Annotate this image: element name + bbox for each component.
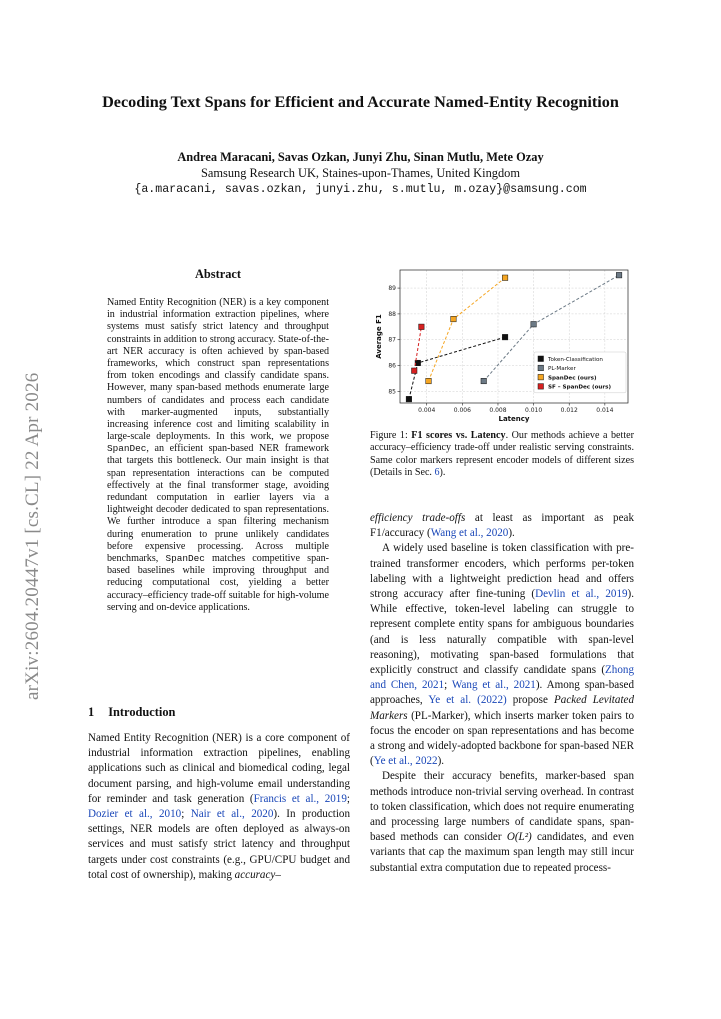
data-point bbox=[406, 396, 412, 402]
f1-latency-chart bbox=[366, 262, 636, 428]
x-tick-label: 0.010 bbox=[525, 407, 543, 414]
y-tick-label: 88 bbox=[388, 310, 396, 318]
legend-label: Token-Classification bbox=[548, 357, 603, 363]
emphasis-text: accuracy– bbox=[234, 868, 281, 881]
data-point bbox=[531, 321, 537, 327]
series-line bbox=[409, 337, 505, 399]
x-tick-label: 0.012 bbox=[560, 407, 578, 414]
section-title: Introduction bbox=[108, 705, 176, 719]
abstract-text: matches competitive span-based baselines while improving throughput and reducing computational cost, yielding a better accuracy–efficiency trade-off suitable for high-volume serving and on-device applications. bbox=[107, 552, 329, 613]
citation-link[interactable]: Zhong and Chen, 2021 bbox=[370, 664, 634, 692]
method-name: SpanDec bbox=[107, 443, 147, 455]
citation-link[interactable]: Dozier et al., 2010 bbox=[88, 808, 182, 821]
x-axis-label: Latency bbox=[498, 415, 530, 423]
caption-bold: F1 scores vs. Latency bbox=[411, 430, 506, 441]
caption-label: Figure 1: bbox=[370, 430, 412, 441]
math-expression: O(L²) bbox=[506, 831, 532, 844]
arxiv-stamp bbox=[22, 300, 46, 700]
citation-link[interactable]: Nair et al., 2020 bbox=[190, 808, 274, 821]
section-ref-link[interactable]: 6 bbox=[434, 467, 440, 479]
y-tick-label: 86 bbox=[388, 362, 396, 370]
right-column bbox=[370, 511, 634, 876]
abstract-body bbox=[107, 297, 329, 614]
body-text: ). Among span-based approaches, bbox=[370, 679, 634, 707]
body-text: ). bbox=[437, 755, 445, 768]
citation-link[interactable]: Wang et al., 2021 bbox=[451, 679, 536, 692]
abstract-text: Named Entity Recognition (NER) is a key component in industrial information extraction pipelines, where systems must satisfy strict latency and throughput constraints in addition to strong accuracy. State-of-the-art NER accuracy is often achieved by span-based frameworks, which construct span representations from token encodings and classify candidate spans. However, many span-based methods enumerate large numbers of candidates and process each candidate with marker-augmented inputs, substantially increasing inference cost and limiting scalability in large-scale deployments. In this work, we propose bbox=[107, 297, 329, 443]
body-text: ). bbox=[508, 527, 515, 540]
body-text: candidates, and even variants that cap the maximum span length may still incur substantial extra computation due to repeated process- bbox=[370, 831, 634, 874]
section-number: 1 bbox=[88, 705, 95, 719]
figure-1 bbox=[366, 262, 636, 428]
body-text: ; bbox=[346, 792, 350, 805]
x-tick-label: 0.014 bbox=[596, 407, 614, 414]
data-point bbox=[502, 334, 508, 340]
body-text: ; bbox=[444, 679, 452, 692]
affiliation: Samsung Research UK, Staines-upon-Thames, United Kingdom bbox=[200, 166, 520, 180]
x-tick-label: 0.004 bbox=[418, 407, 436, 414]
y-axis-label: Average F1 bbox=[375, 314, 383, 359]
body-text: Named Entity Recognition (NER) is a core component of industrial information extraction pipelines, enabling applications such as clinical and biomedical coding, legal document parsing, and high-volume email understanding for reminder and task generation ( bbox=[88, 732, 350, 805]
data-point bbox=[616, 272, 622, 278]
paragraph bbox=[370, 511, 634, 541]
paragraph bbox=[370, 769, 634, 875]
author-list: Andrea Maracani, Savas Ozkan, Junyi Zhu, Sinan Mutlu, Mete Ozay bbox=[177, 150, 544, 164]
citation-link[interactable]: Wang et al., 2020 bbox=[430, 527, 509, 540]
y-tick-label: 85 bbox=[388, 388, 396, 396]
data-point bbox=[502, 275, 508, 281]
legend-label: SF – SpanDec (ours) bbox=[548, 384, 612, 391]
y-tick-label: 89 bbox=[388, 285, 396, 293]
data-point bbox=[481, 378, 487, 384]
body-text: ; bbox=[181, 808, 191, 821]
data-point bbox=[451, 316, 457, 322]
citation-link[interactable]: Ye et al., 2022 bbox=[373, 755, 438, 768]
body-text: A widely used baseline is token classification with pre-trained transformer encoders, which performs per-token labeling with a lightweight prediction head and offers strong accuracy after fine-tuning ( bbox=[370, 542, 634, 601]
paper-title: Decoding Text Spans for Efficient and Accurate Named-Entity Recognition bbox=[102, 93, 619, 111]
x-tick-label: 0.006 bbox=[453, 407, 471, 414]
citation-link[interactable]: Francis et al., 2019 bbox=[253, 792, 347, 805]
x-tick-label: 0.008 bbox=[489, 407, 507, 414]
abstract-text: , an efficient span-based NER framework that targets this bottleneck. Our main insight is that span representation interactions can be computed effectively at the final transformer stage, avoiding redundant computation in earlier layers via a lightweight decoder dedicated to span representations. We further introduce a span filtering mechanism during enumeration to prune unlikely candidates before expensive processing. Across multiple benchmarks, bbox=[107, 443, 329, 564]
legend-label: SpanDec (ours) bbox=[548, 375, 597, 382]
citation-link[interactable]: Ye et al. (2022) bbox=[428, 694, 507, 707]
data-point bbox=[426, 378, 432, 384]
emphasis-text: efficiency trade-offs bbox=[370, 512, 466, 524]
legend-marker bbox=[538, 365, 544, 371]
intro-paragraph bbox=[88, 731, 350, 883]
body-text: ). While effective, token-level labeling can struggle to represent complete entity spans for ambiguous boundaries (and is less naturally compatible with span-level reasoning), motivating span-based formulations that explicitly construct and classify candidate spans ( bbox=[370, 588, 635, 677]
paragraph bbox=[370, 541, 634, 769]
abstract-heading: Abstract bbox=[194, 267, 242, 281]
author-emails: {a.maracani, savas.ozkan, junyi.zhu, s.mutlu, m.ozay}@samsung.com bbox=[134, 183, 587, 196]
legend-label: PL-Marker bbox=[548, 366, 576, 373]
body-text: ). In production settings, NER models are often deployed as always-on services and must satisfy strict latency and throughput targets under cost constraints (e.g., GPU/CPU budget and total cost of ownership), making bbox=[88, 808, 351, 881]
caption-text: . Our methods achieve a better accuracy–efficiency trade-off under realistic serving constraints. Same color markers represent encoder models of different sizes (Details in Sec. bbox=[370, 430, 634, 479]
arxiv-id-text: arXiv:2604.20447v1 [cs.CL] 22 Apr 2026 bbox=[22, 372, 43, 700]
legend-marker bbox=[538, 356, 544, 362]
body-text: at least as important as peak F1/accuracy ( bbox=[370, 512, 634, 540]
method-name: SpanDec bbox=[165, 552, 205, 564]
caption-text: ). bbox=[439, 467, 446, 479]
data-point bbox=[419, 324, 425, 330]
body-text: Despite their accuracy benefits, marker-based span methods introduce non-trivial serving overhead. In contrast to token classification, which does not require enumerating and processing large numbers of candidate spans, span-based methods can consider bbox=[370, 770, 634, 844]
figure-caption bbox=[370, 430, 634, 480]
emphasis-text: Packed Levitated Markers bbox=[370, 694, 634, 722]
body-text: propose bbox=[506, 694, 554, 707]
y-tick-label: 87 bbox=[388, 336, 396, 344]
data-point bbox=[412, 368, 418, 374]
citation-link[interactable]: Devlin et al., 2019 bbox=[535, 588, 628, 601]
section-heading-introduction bbox=[88, 705, 175, 720]
legend-marker bbox=[538, 374, 544, 380]
body-text: (PL-Marker), which inserts marker token pairs to focus the encoder on span representations and has become a strong and widely-adopted backbone for span-based NER ( bbox=[370, 709, 635, 768]
legend-marker bbox=[538, 384, 544, 390]
